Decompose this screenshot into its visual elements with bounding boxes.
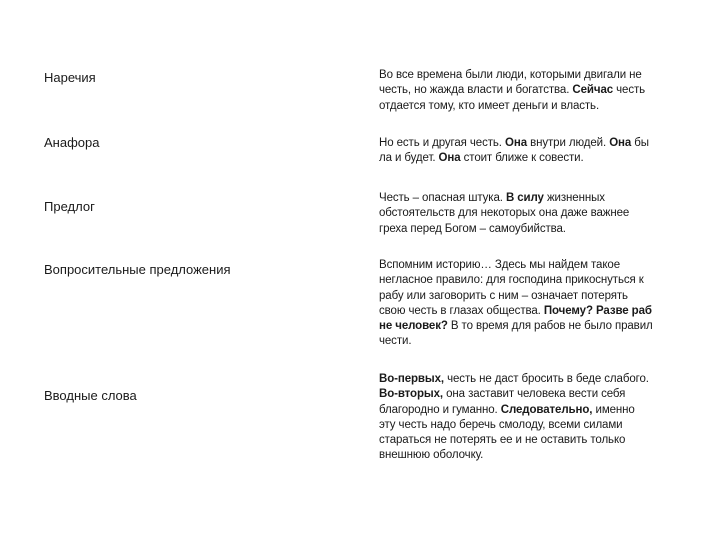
text-run: Но есть и другая честь. — [379, 137, 505, 149]
example-text — [379, 68, 687, 114]
text-run: именно — [592, 403, 635, 416]
example-line — [379, 403, 687, 418]
example-line — [379, 289, 687, 304]
text-run: жизненных — [543, 192, 605, 204]
highlighted-word: Она — [609, 137, 632, 149]
example-line — [379, 334, 687, 349]
example-line — [379, 222, 687, 237]
text-run: она заставит человека вести себя — [443, 388, 626, 401]
example-line — [379, 304, 687, 319]
example-line — [379, 136, 687, 151]
example-line — [379, 206, 687, 221]
example-text — [379, 191, 687, 237]
example-text — [379, 258, 687, 350]
text-run: Вспомним историю… Здесь мы найдем такое — [379, 259, 620, 271]
example-line — [379, 258, 687, 273]
text-run: благородно и гуманно. — [379, 403, 501, 416]
highlighted-word: Следовательно, — [500, 403, 593, 416]
example-line — [379, 68, 687, 83]
text-run: чести. — [379, 335, 412, 348]
highlighted-word: Во-первых, — [379, 373, 445, 385]
text-run: Честь – опасная штука. — [379, 192, 506, 204]
example-line — [379, 448, 687, 463]
text-run: стараться не потерять ее и не оставить только — [379, 434, 626, 447]
text-run: честь, но жажда власти и богатства. — [379, 84, 573, 97]
highlighted-word: не человек? — [379, 320, 448, 333]
text-run: эту честь надо беречь смолоду, всеми силами — [379, 418, 623, 431]
example-line — [379, 372, 687, 387]
example-text — [379, 372, 687, 464]
text-run: негласное правило: для господина прикоснуться к — [379, 274, 644, 287]
example-line — [379, 387, 687, 402]
text-run: честь не даст бросить в беде слабого. — [444, 373, 649, 385]
example-line — [379, 273, 687, 288]
highlighted-word: Сейчас — [572, 84, 614, 97]
text-run: отдается тому, кто имеет деньги и власть. — [379, 99, 600, 112]
highlighted-word: Во-вторых, — [379, 388, 444, 401]
text-run: стоит ближе к совести. — [460, 152, 584, 165]
text-run: свою честь в глазах общества. — [379, 304, 544, 317]
term-label: Предлог — [44, 199, 95, 214]
example-line — [379, 83, 687, 98]
text-run: В то время для рабов не было правил — [447, 320, 653, 333]
text-run: Во все времена были люди, которыми двигали не — [379, 69, 642, 81]
text-run: внутри людей. — [527, 137, 610, 149]
example-line — [379, 99, 687, 114]
text-run: ла и будет. — [379, 152, 439, 165]
highlighted-word: В силу — [505, 192, 544, 204]
term-label: Анафора — [44, 135, 100, 150]
text-run: обстоятельств для некоторых она даже важнее — [379, 207, 630, 220]
highlighted-word: Почему? Разве раб — [543, 304, 652, 317]
example-line — [379, 319, 687, 334]
text-run: бы — [631, 137, 649, 149]
text-run: греха перед Богом – самоубийства. — [379, 222, 566, 235]
term-label: Вводные слова — [44, 388, 137, 403]
term-label: Наречия — [44, 70, 96, 85]
example-text — [379, 136, 687, 167]
example-line — [379, 191, 687, 206]
term-label: Вопросительные предложения — [44, 262, 231, 277]
highlighted-word: Она — [505, 137, 527, 149]
text-run: внешнюю оболочку. — [379, 449, 484, 462]
example-line — [379, 151, 687, 166]
text-run: рабу или заговорить с ним – означает потерять — [379, 289, 628, 302]
text-run: честь — [613, 84, 646, 97]
highlighted-word: Она — [438, 152, 461, 165]
example-line — [379, 433, 687, 448]
example-line — [379, 418, 687, 433]
